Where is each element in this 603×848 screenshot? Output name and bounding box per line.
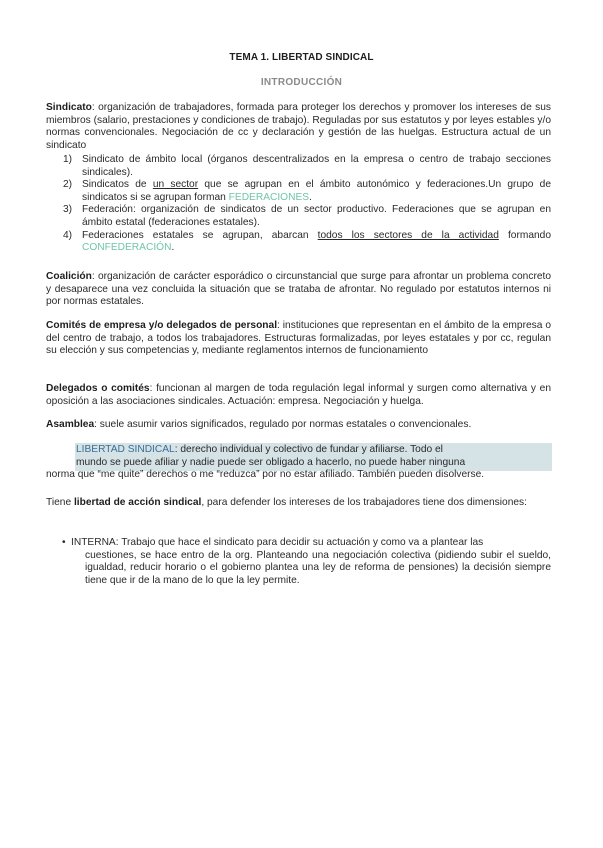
list-item-text: Federaciones estatales se agrupan, abarcan (82, 229, 318, 241)
accion-text: , para defender los intereses de los trabajadores tiene dos dimensiones: (201, 497, 527, 508)
term-accion-sindical: libertad de acción sindical (73, 497, 202, 508)
list-item-text: que se agrupan en el ámbito autonómico y federaciones.Un grupo de sindicatos si se agrupan forman (82, 179, 551, 203)
underlined-text: un sector (152, 179, 199, 191)
list-item-text: . (171, 242, 175, 254)
definition-coalicion: : organización de carácter esporádico o circunstancial que surge para afrontar un problema concreto y desaparece una vez concluida la situación que se trataba de afrontar. No regulado por estatutos internos ni por normas estatales. (46, 271, 551, 308)
bullet-item-interna (62, 537, 551, 587)
underlined-text: todos los sectores de la actividad (317, 229, 499, 241)
accion-text: Tiene (46, 497, 74, 508)
list-item-text: Sindicatos de (82, 179, 153, 191)
term-comites: Comités de empresa y/o delegados de personal (46, 320, 278, 331)
definition-delegados: : funcionan al margen de toda regulación legal informal y surgen como alternativa y en oposición a las asociaciones sindicales. Actuación: empresa. Negociación y huelga. (46, 383, 551, 407)
highlighted-term: FEDERACIONES (228, 191, 310, 203)
highlighted-term: CONFEDERACIÓN (82, 242, 172, 254)
paragraph-delegados (46, 383, 551, 408)
definition-line: : derecho individual y colectivo de fundar y afiliarse. Todo el (174, 444, 443, 455)
list-item (46, 154, 551, 179)
list-number: 2) (63, 179, 73, 191)
list-item (46, 179, 551, 204)
definition-asamblea: : suele asumir varios significados, regulado por normas estatales o convencionales. (94, 419, 472, 430)
term-coalicion: Coalición (46, 271, 92, 282)
list-number: 1) (63, 154, 73, 165)
definition-comites: : instituciones que representan en el ámbito de la empresa o del centro de trabajo, a todos los trabajadores. Estructuras formalizadas, por leyes estatales y por cc, regulan su elección y sus competencias y, mediante reglamentos internos de funcionamiento (46, 320, 551, 357)
list-item-text: . (309, 191, 312, 203)
paragraph-libertad-sindical (46, 444, 551, 482)
paragraph-accion-sindical (46, 497, 551, 510)
list-item-text: Sindicato de ámbito local (órganos descentralizados en la empresa o centro de trabajo secciones sindicales). (82, 154, 551, 178)
list-item-text: Federación: organización de sindicatos de un sector productivo. Federaciones que se agrupan en ámbito estatal (federaciones estatales). (82, 204, 551, 228)
list-number: 4) (63, 229, 73, 241)
term-asamblea: Asamblea (46, 419, 95, 430)
section-subtitle: INTRODUCCIÓN (260, 77, 343, 88)
definition-line: norma que “me quite” derechos o me “reduzca” por no estar afiliado. También pueden disolverse. (46, 469, 485, 481)
structure-list (46, 154, 551, 255)
term-sindicato: Sindicato (46, 102, 92, 113)
paragraph-coalicion (46, 271, 551, 309)
definition-sindicato: : organización de trabajadores, formada para proteger los derechos y promover los intereses de sus miembros (salario, prestaciones y condiciones de trabajo). Reguladas por sus estatutos y por leyes estables y/o normas convencionales. Negociación de cc y declaración y gestión de las huelgas. Estructura actual de un sindicato (46, 102, 551, 151)
bullet-icon: • (62, 537, 66, 548)
list-item-text: formando (498, 229, 551, 241)
bullet-text: INTERNA: Trabajo que hace el sindicato para decidir su actuación y como va a plantear las (71, 537, 484, 548)
paragraph-asamblea (46, 419, 551, 432)
term-libertad-sindical: LIBERTAD SINDICAL (76, 444, 175, 455)
page-title: TEMA 1. LIBERTAD SINDICAL (229, 52, 374, 63)
term-delegados: Delegados o comités (46, 383, 150, 394)
paragraph-comites (46, 320, 551, 358)
list-item (46, 204, 551, 229)
paragraph-sindicato (46, 102, 551, 152)
list-item (46, 230, 551, 255)
definition-line: mundo se puede afiliar y nadie puede ser obligado a hacerlo, no puede haber ninguna (76, 456, 466, 468)
bullet-text-continued: cuestiones, se hace entro de la org. Planteando una negociación colectiva (pidiendo subir el sueldo, igualdad, reducir horario o el gobierno plantea una ley de reforma de pensiones) la decisión siempre tiene que ir de la mano de lo que la ley permite. (85, 549, 551, 586)
list-number: 3) (63, 204, 73, 216)
